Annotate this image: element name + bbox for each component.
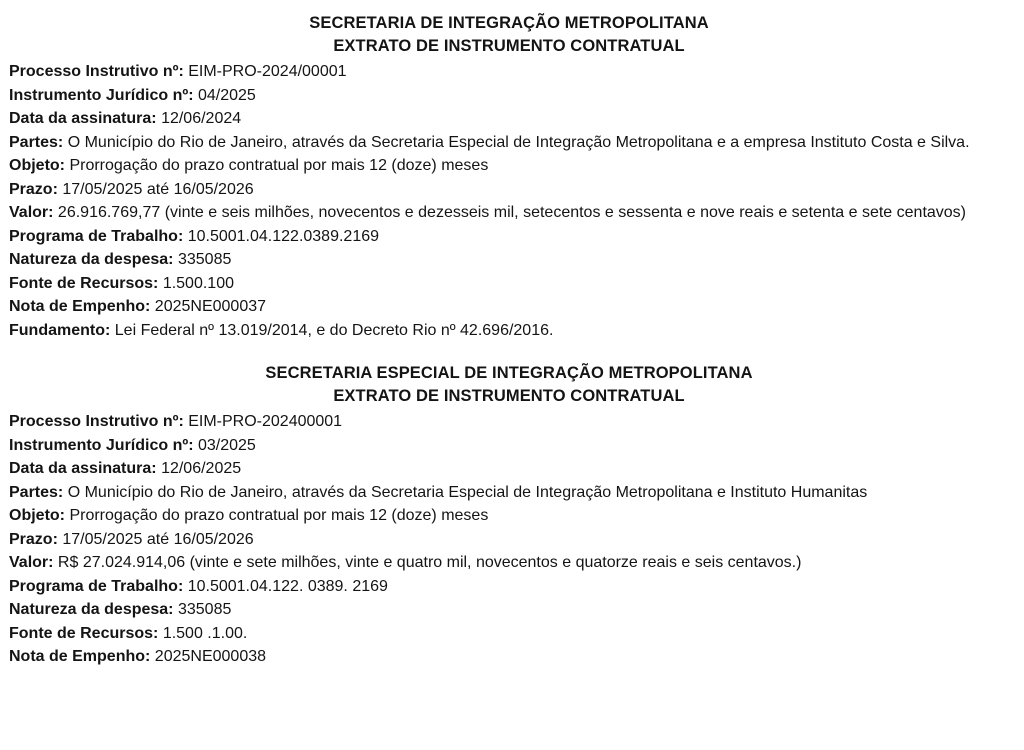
field-value: 1.500 .1.00. [162, 624, 248, 642]
field-data-assinatura [9, 457, 1009, 481]
field-value: Prorrogação do prazo contratual por mais 12 (doze) meses [69, 157, 489, 174]
field-label: Valor: [9, 554, 54, 571]
field-value: O Município do Rio de Janeiro, através da Secretaria Especial de Integração Metropolitana e Instituto Humanitas [67, 483, 868, 501]
field-label: Fonte de Recursos: [9, 274, 159, 292]
field-objeto [9, 154, 1009, 178]
field-partes [9, 481, 1009, 505]
field-label: Processo Instrutivo nº: [9, 63, 184, 80]
field-label: Data da assinatura: [9, 110, 157, 127]
field-natureza-despesa [9, 598, 1009, 622]
field-value: 04/2025 [197, 86, 256, 104]
field-objeto [9, 504, 1009, 528]
field-processo-instrutivo [9, 410, 1009, 434]
field-programa-trabalho [9, 575, 1009, 599]
field-value: 2025NE000038 [154, 648, 267, 665]
field-label: Fonte de Recursos: [9, 624, 159, 642]
field-label: Instrumento Jurídico nº: [9, 436, 194, 454]
field-value: O Município do Rio de Janeiro, através da Secretaria Especial de Integração Metropolitana e a empresa Instituto Costa e Silva. [67, 133, 970, 151]
field-label: Instrumento Jurídico nº: [9, 86, 194, 104]
field-valor [9, 201, 1009, 225]
field-label: Nota de Empenho: [9, 298, 151, 315]
field-label: Nota de Empenho: [9, 648, 151, 665]
extrato-title: EXTRATO DE INSTRUMENTO CONTRATUAL [333, 37, 685, 55]
field-value: 03/2025 [197, 436, 256, 454]
field-nota-empenho [9, 295, 1009, 319]
field-fonte-recursos [9, 622, 1009, 646]
secretaria-heading: SECRETARIA DE INTEGRAÇÃO METROPOLITANA [309, 14, 709, 32]
field-value: 335085 [177, 251, 232, 268]
field-label: Natureza da despesa: [9, 251, 174, 268]
extrato-title: EXTRATO DE INSTRUMENTO CONTRATUAL [333, 387, 685, 405]
field-label: Objeto: [9, 507, 65, 524]
field-label: Objeto: [9, 157, 65, 174]
extrato-fields [9, 60, 1009, 342]
field-label: Data da assinatura: [9, 460, 157, 477]
field-label: Prazo: [9, 530, 58, 548]
field-natureza-despesa [9, 248, 1009, 272]
field-label: Fundamento: [9, 321, 111, 339]
field-value: 2025NE000037 [154, 298, 267, 315]
field-value: 12/06/2024 [161, 110, 242, 127]
field-prazo [9, 528, 1009, 552]
field-value: R$ 27.024.914,06 (vinte e sete milhões, vinte e quatro mil, novecentos e quatorze reais e seis centavos.) [57, 554, 802, 571]
field-label: Valor: [9, 204, 54, 221]
field-value: Lei Federal nº 13.019/2014, e do Decreto Rio nº 42.696/2016. [114, 321, 554, 339]
extrato-section-1 [9, 12, 1009, 342]
field-label: Processo Instrutivo nº: [9, 413, 184, 430]
field-value: 10.5001.04.122.0389.2169 [187, 227, 380, 245]
field-label: Partes: [9, 483, 64, 501]
field-label: Prazo: [9, 180, 58, 198]
field-value: 12/06/2025 [161, 460, 242, 477]
field-instrumento-juridico [9, 84, 1009, 108]
field-valor [9, 551, 1009, 575]
extrato-fields [9, 410, 1009, 665]
field-value: 10.5001.04.122. 0389. 2169 [187, 577, 388, 595]
field-instrumento-juridico [9, 434, 1009, 458]
field-label: Programa de Trabalho: [9, 577, 184, 595]
field-value: 1.500.100 [162, 274, 234, 292]
field-label: Programa de Trabalho: [9, 227, 184, 245]
field-value: 17/05/2025 até 16/05/2026 [62, 180, 254, 198]
field-value: 26.916.769,77 (vinte e seis milhões, novecentos e dezesseis mil, setecentos e sessenta e nove reais e setenta e sete centavos) [57, 204, 967, 221]
field-value: EIM-PRO-202400001 [188, 413, 343, 430]
field-fonte-recursos [9, 272, 1009, 296]
field-programa-trabalho [9, 225, 1009, 249]
extrato-section-2 [9, 362, 1009, 665]
field-fundamento [9, 319, 1009, 343]
field-nota-empenho [9, 645, 1009, 665]
field-label: Partes: [9, 133, 64, 151]
field-label: Natureza da despesa: [9, 601, 174, 618]
field-value: 17/05/2025 até 16/05/2026 [62, 530, 254, 548]
secretaria-heading: SECRETARIA ESPECIAL DE INTEGRAÇÃO METROPOLITANA [265, 364, 753, 382]
field-value: 335085 [177, 601, 232, 618]
field-prazo [9, 178, 1009, 202]
document-page [9, 12, 1009, 665]
field-data-assinatura [9, 107, 1009, 131]
field-value: Prorrogação do prazo contratual por mais 12 (doze) meses [69, 507, 489, 524]
field-processo-instrutivo [9, 60, 1009, 84]
field-partes [9, 131, 1009, 155]
field-value: EIM-PRO-2024/00001 [188, 63, 347, 80]
